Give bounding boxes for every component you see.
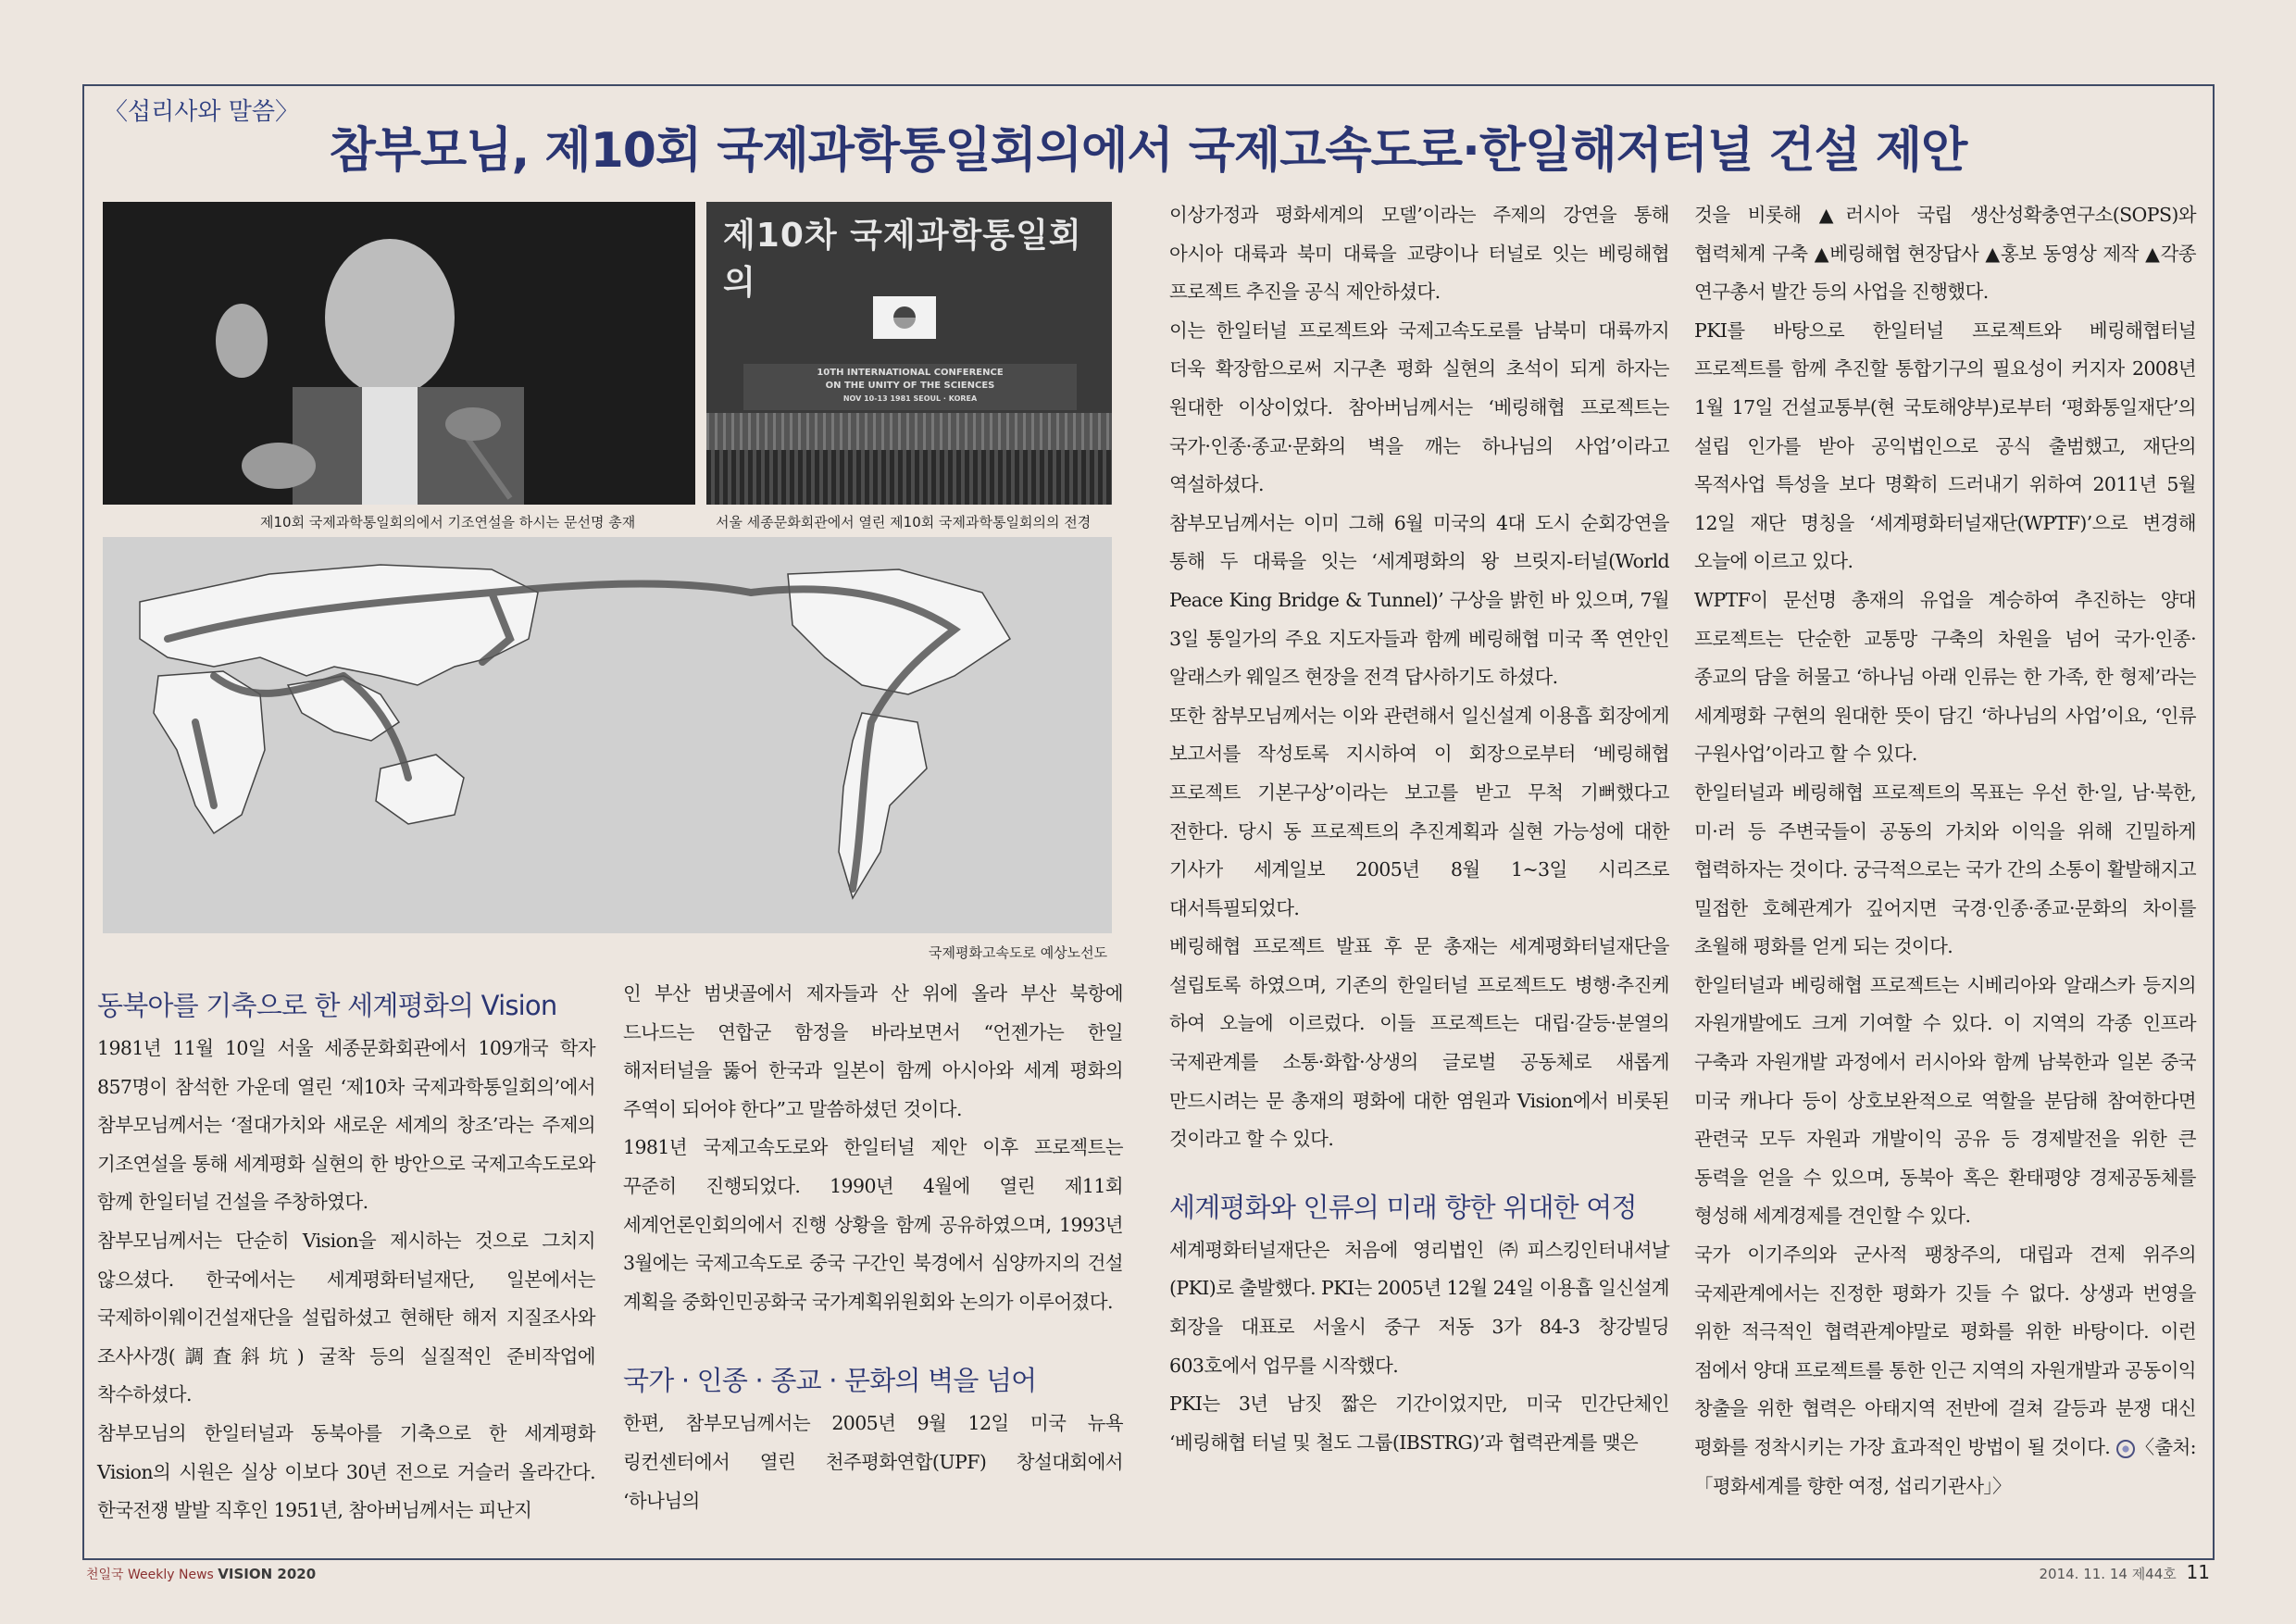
emblem-icon bbox=[2116, 1440, 2135, 1458]
page-number: 11 bbox=[2186, 1561, 2210, 1583]
paragraph: 또한 참부모님께서는 이와 관련해서 일신설계 이용흡 회장에게 보고서를 작성토록 지시하여 이 회장으로부터 ‘베링해협 프로젝트 기본구상’이라는 보고를 받고 무척 기뻐했다고 전한다. 당시 동 프로젝트의 추진계획과 실현 가능성에 대한 기사가 세계일보 2005년 8월 1~3일 시리즈로 대서특필되었다. bbox=[1169, 704, 1669, 919]
footer-publisher bbox=[86, 1565, 316, 1583]
stage-banner bbox=[743, 364, 1077, 410]
paragraph: 참부모님의 한일터널과 동북아를 기축으로 한 세계평화 Vision의 시원은 실상 이보다 30년 전으로 거슬러 올라간다. 한국전쟁 발발 직후인 1951년, 참아버님께서는 피난지 bbox=[97, 1421, 595, 1522]
section-heading-vision: 동북아를 기축으로 한 세계평화의 Vision bbox=[97, 990, 557, 1021]
source-citation: 〈출처: 「평화세계를 향한 여정, 섭리기관사」〉 bbox=[1694, 1436, 2196, 1497]
paragraph: 1981년 국제고속도로와 한일터널 제안 이후 프로젝트는 꾸준히 진행되었다. 1990년 4월에 열린 제11회 세계언론인회의에서 진행 상황을 함께 공유하였으며, 1993년 3월에는 국제고속도로 중국 구간인 북경에서 심양까지의 건설 계획을 중화인민공화국 국가계획위원회와 논의가 이루어졌다. bbox=[623, 1136, 1123, 1313]
route-map bbox=[103, 537, 1112, 933]
paragraph: 이상가정과 평화세계의 모델’이라는 주제의 강연을 통해 아시아 대륙과 북미 대륙을 교량이나 터널로 잇는 베링해협 프로젝트 추진을 공식 제안하셨다. bbox=[1169, 204, 1669, 304]
speaker-caption: 제10회 국제과학통일회의에서 기조연설을 하시는 문선명 총재 bbox=[260, 514, 636, 531]
column-4 bbox=[1694, 196, 2196, 1505]
paragraph: 베링해협 프로젝트 발표 후 문 총재는 세계평화터널재단을 설립토록 하였으며, 기존의 한일터널 프로젝트도 병행·추진케 하여 오늘에 이르렀다. 이들 프로젝트는 대립·갈등·분열의 국제관계를 소통·화합·상생의 글로벌 공동체로 새롭게 만드시려는 문 총재의 평화에 대한 염원과 Vision에서 비롯된 것이라고 할 수 있다. bbox=[1169, 935, 1669, 1151]
audience bbox=[706, 450, 1112, 505]
paragraph: 세계평화터널재단은 처음에 영리법인 ㈜피스킹인터내셔날(PKI)로 출발했다. PKI는 2005년 12월 24일 이용흡 일신설계 회장을 대표로 서울시 중구 저동 3가 84-3 창강빌딩 603호에서 업무를 시작했다. bbox=[1169, 1238, 1669, 1377]
paragraph-text: 국가 이기주의와 군사적 팽창주의, 대립과 견제 위주의 국제관계에서는 진정한 평화가 깃들 수 없다. 상생과 번영을 위한 적극적인 협력관계야말로 평화를 위한 바탕이다. 이런 점에서 양대 프로젝트를 통한 인근 지역의 자원개발과 공동이익 창출을 위한 협력은 아태지역 전반에 걸쳐 갈등과 분쟁 대신 평화를 정착시키는 가장 효과적인 방법이 될 것이다. bbox=[1694, 1243, 2196, 1458]
vision-label: VISION 2020 bbox=[218, 1566, 317, 1582]
hall-caption: 서울 세종문화회관에서 열린 제10회 국제과학통일회의의 전경 bbox=[716, 514, 1092, 531]
map-caption: 국제평화고속도로 예상노선도 bbox=[929, 944, 1108, 961]
section-heading-journey: 세계평화와 인류의 미래 향한 위대한 여정 bbox=[1169, 1191, 1637, 1223]
paragraph: 것을 비롯해 ▲러시아 국립 생산성확충연구소(SOPS)와 협력체계 구축 ▲베링해협 현장답사 ▲홍보 동영상 제작 ▲각종 연구총서 발간 등의 사업을 진행했다. bbox=[1694, 204, 2196, 304]
paragraph: 1981년 11월 10일 서울 세종문화회관에서 109개국 학자 857명이 참석한 가운데 열린 ‘제10차 국제과학통일회의’에서 참부모님께서는 ‘절대가치와 새로운 세계의 창조’라는 주제의 기조연설을 통해 세계평화 실현의 한 방안으로 국제고속도로와 함께 한일터널 건설을 주창하였다. bbox=[97, 1037, 595, 1214]
footer-date bbox=[2040, 1561, 2211, 1583]
publisher-name: 천일국 Weekly News bbox=[86, 1568, 214, 1582]
paragraph: WPTF이 문선명 총재의 유업을 계승하여 추진하는 양대 프로젝트는 단순한 교통망 구축의 차원을 넘어 국가·인종·종교의 담을 허물고 ‘하나님 아래 인류는 한 가족, 한 형제’라는 세계평화 구현의 원대한 뜻이 담긴 ‘하나님의 사업’이요, ‘인류 구원사업’이라고 할 수 있다. bbox=[1694, 588, 2196, 766]
headline: 참부모님, 제10회 국제과학통일회의에서 국제고속도로·한일해저터널 건설 제안 bbox=[329, 123, 1967, 179]
hall-photo bbox=[706, 202, 1112, 505]
section-heading-walls: 국가 · 인종 · 종교 · 문화의 벽을 넘어 bbox=[623, 1365, 1037, 1397]
stage bbox=[706, 413, 1112, 450]
speaker-illustration bbox=[103, 202, 695, 505]
paragraph: 참부모님께서는 단순히 Vision을 제시하는 것으로 그치지 않으셨다. 한국에서는 세계평화터널재단, 일본에서는 국제하이웨이건설재단을 설립하셨고 현해탄 해저 지질조사와 조사사갱(調査斜坑) 굴착 등의 실질적인 준비작업에 착수하셨다. bbox=[97, 1229, 595, 1406]
column-2 bbox=[623, 975, 1123, 1520]
paragraph: PKI는 3년 남짓 짧은 기간이었지만, 미국 민간단체인 ‘베링해협 터널 및 철도 그룹(IBSTRG)’과 협력관계를 맺은 bbox=[1169, 1393, 1669, 1454]
column-3 bbox=[1169, 196, 1669, 1462]
paragraph: 한일터널과 베링해협 프로젝트는 시베리아와 알래스카 등지의 자원개발에도 크게 기여할 수 있다. 이 지역의 각종 인프라 구축과 자원개발 과정에서 러시아와 함께 남북한과 일본 중국 미국 캐나다 등이 상호보완적으로 역할을 분담해 참여한다면 관련국 모두 자원과 개발이익 공유 등 경제발전을 위한 큰 동력을 얻을 수 있으며, 동북아 혹은 환태평양 경제공동체를 형성해 세계경제를 견인할 수 있다. bbox=[1694, 973, 2196, 1228]
hall-banner: 제10차 국제과학통일회의 bbox=[723, 217, 1082, 302]
stage-banner-line-2: ON THE UNITY OF THE SCIENCES bbox=[825, 381, 995, 391]
flag bbox=[873, 296, 936, 339]
paragraph: 한편, 참부모님께서는 2005년 9월 12일 미국 뉴욕 링컨센터에서 열린 천주평화연합(UPF) 창설대회에서 ‘하나님의 bbox=[623, 1412, 1123, 1512]
paragraph: PKI를 바탕으로 한일터널 프로젝트와 베링해협터널 프로젝트를 함께 추진할 통합기구의 필요성이 커지자 2008년 1월 17일 건설교통부(현 국토해양부)로부터 ‘평화통일재단’의 설립 인가를 받아 공익법인으로 공식 출범했고, 재단의 목적사업 특성을 보다 명확히 드러내기 위하여 2011년 5월 12일 재단 명칭을 ‘세계평화터널재단(WPTF)’으로 변경해 오늘에 이르고 있다. bbox=[1694, 319, 2196, 573]
stage-banner-line-1: 10TH INTERNATIONAL CONFERENCE bbox=[817, 368, 1004, 378]
paragraph: 이는 한일터널 프로젝트와 국제고속도로를 남북미 대륙까지 더욱 확장함으로써 지구촌 평화 실현의 초석이 되게 하자는 원대한 이상이었다. 참아버님께서는 ‘베링해협 프로젝트는 국가·인종·종교·문화의 벽을 깨는 하나님의 사업’이라고 역설하셨다. bbox=[1169, 319, 1669, 496]
section-kicker: 〈섭리사와 말씀〉 bbox=[104, 98, 299, 126]
paragraph: 인 부산 범냇골에서 제자들과 산 위에 올라 부산 북항에 드나드는 연합군 함정을 바라보면서 “언젠가는 한일 해저터널을 뚫어 한국과 일본이 함께 아시아와 세계 평화의 주역이 되어야 한다”고 말씀하셨던 것이다. bbox=[623, 982, 1123, 1120]
paragraph: 참부모님께서는 이미 그해 6월 미국의 4대 도시 순회강연을 통해 두 대륙을 잇는 ‘세계평화의 왕 브릿지-터널(World Peace King Bridge & Tunnel)’ 구상을 밝힌 바 있으며, 7월 3일 통일가의 주요 지도자들과 함께 베링해협 미국 쪽 연안인 알래스카 웨일즈 현장을 전격 답사하기도 하셨다. bbox=[1169, 511, 1669, 689]
paragraph: 한일터널과 베링해협 프로젝트의 목표는 우선 한·일, 남·북한, 미·러 등 주변국들이 공동의 가치와 이익을 위해 긴밀하게 협력하자는 것이다. 궁극적으로는 국가 간의 소통이 활발해지고 밀접한 호혜관계가 깊어지면 국경·인종·종교·문화의 차이를 초월해 평화를 얻게 되는 것이다. bbox=[1694, 781, 2196, 958]
paragraph bbox=[1694, 1236, 2196, 1505]
stage-banner-line-3: NOV 10-13 1981 SEOUL · KOREA bbox=[842, 394, 978, 403]
world-map-illustration bbox=[103, 537, 1112, 933]
column-1 bbox=[97, 983, 595, 1530]
issue-date: 2014. 11. 14 제44호 bbox=[2039, 1566, 2177, 1582]
speaker-photo bbox=[103, 202, 695, 505]
